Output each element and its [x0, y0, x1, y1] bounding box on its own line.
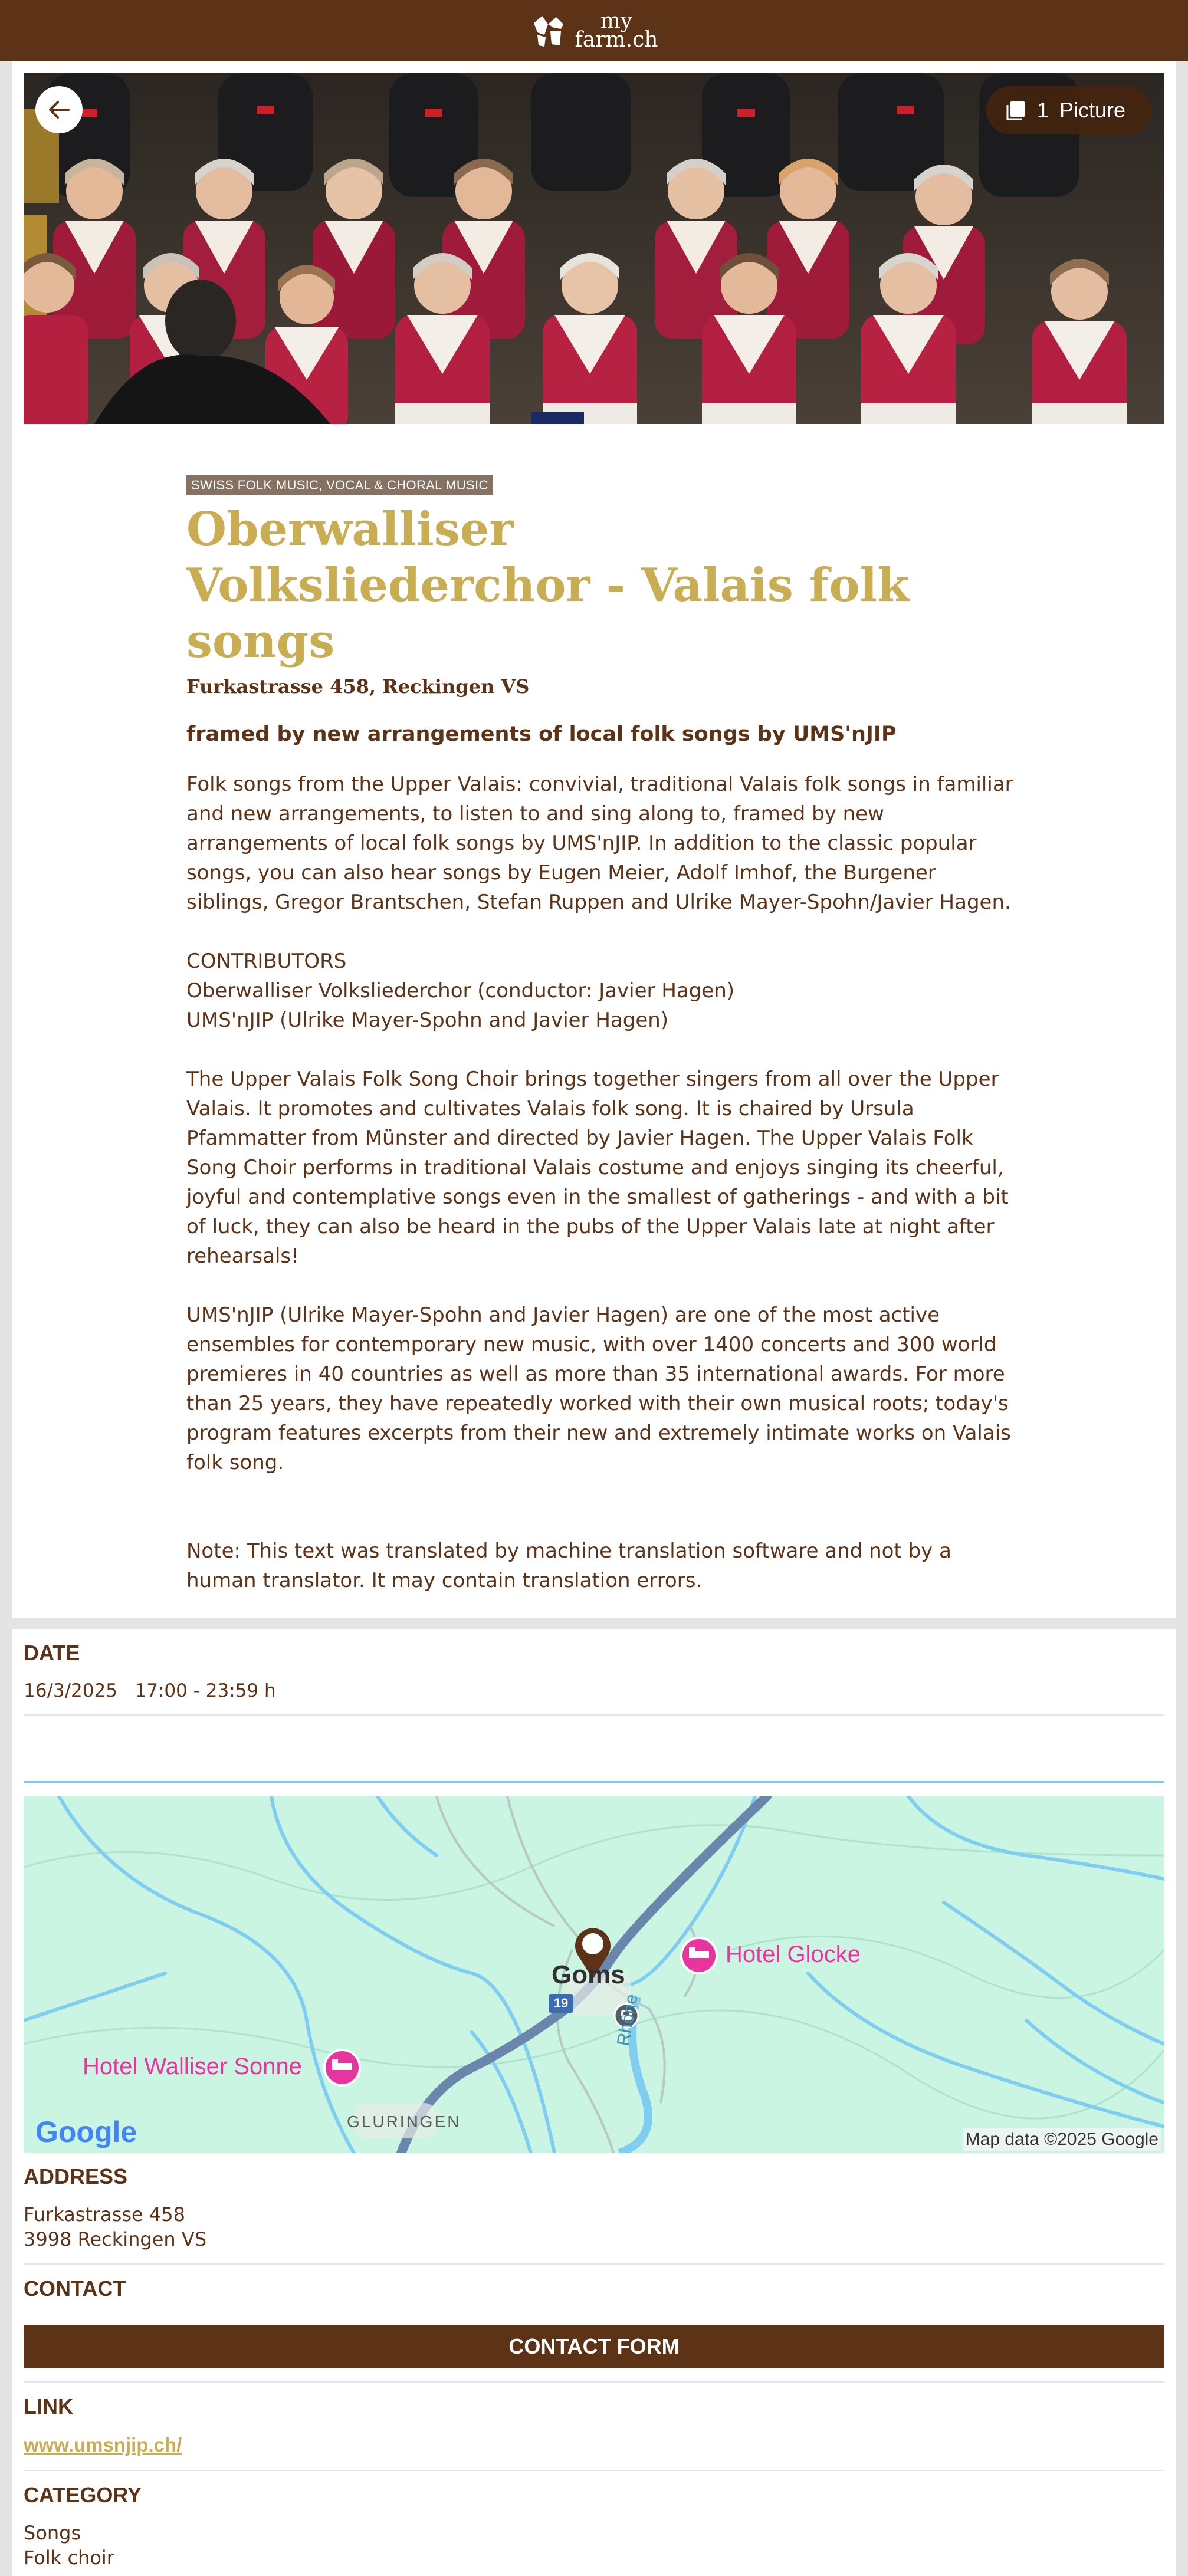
translation-note: Note: This text was translated by machine translation software and not by a human translator. It may contain translation errors.	[186, 1539, 951, 1592]
arrow-left-icon	[45, 96, 73, 124]
site-logo[interactable]	[530, 11, 658, 50]
map-hotel-walliser-sonne[interactable]: Hotel Walliser Sonne	[83, 2053, 303, 2079]
logo-text-line1: my	[600, 9, 633, 33]
address-label: ADDRESS	[24, 2164, 128, 2189]
date-label: DATE	[24, 1641, 80, 1665]
map-place-goms: Goms	[552, 1960, 625, 1989]
description-paragraph-1: Folk songs from the Upper Valais: convivial, traditional Valais folk songs in familiar and new arrangements, to listen to and sing along to, framed by new arrangements of local folk songs by UMS'nJIP. In addition to the classic popular songs, you can also hear songs by Eugen Meier, Adolf Imhof, the Burgener siblings, Gregor Brantschen, Stefan Ruppen and Ulrike Mayer-Spohn/Javier Hagen.	[186, 773, 1013, 914]
map-top-rule	[24, 1781, 1164, 1783]
details-panel	[12, 1629, 1176, 2576]
category-item: Folk choir	[24, 2547, 114, 2569]
event-title: Oberwalliser Volksliederchor - Valais folk songs	[186, 502, 910, 668]
google-logo-text: Google	[35, 2115, 137, 2148]
description-contributors: CONTRIBUTORS Oberwalliser Volksliederchor (conductor: Javier Hagen) UMS'nJIP (Ulrike Mayer-Spohn and Javier Hagen)	[186, 949, 735, 1032]
divider	[24, 2381, 1164, 2383]
picture-gallery-button[interactable]	[986, 86, 1151, 134]
myfarm-logo-icon	[530, 11, 569, 50]
gallery-icon	[1006, 100, 1026, 120]
event-date: 16/3/2025	[24, 1680, 117, 1701]
event-time: 17:00 - 23:59 h	[134, 1680, 276, 1701]
address-street: Furkastrasse 458	[24, 2203, 185, 2226]
contact-label: CONTACT	[24, 2276, 126, 2301]
road-number: 19	[553, 1996, 569, 2010]
location-map[interactable]	[24, 1796, 1164, 2153]
picture-label: Picture	[1059, 98, 1125, 122]
map-attribution: Map data ©2025 Google	[963, 2128, 1161, 2151]
map-village-gluringen: GLURINGEN	[347, 2112, 461, 2131]
event-description	[186, 770, 1024, 1595]
divider	[24, 2263, 1164, 2265]
top-bar	[0, 0, 1188, 61]
hotel-icon	[324, 2050, 360, 2085]
event-panel	[12, 61, 1176, 1618]
hotel-icon	[681, 1938, 717, 1973]
contact-form-button[interactable]: CONTACT FORM	[24, 2325, 1164, 2368]
event-article	[186, 475, 1024, 1625]
divider	[24, 2470, 1164, 2471]
category-tag[interactable]: SWISS FOLK MUSIC, VOCAL & CHORAL MUSIC	[186, 475, 493, 495]
website-link[interactable]: www.umsnjip.ch/	[24, 2434, 182, 2456]
link-label: LINK	[24, 2394, 73, 2419]
address-city: 3998 Reckingen VS	[24, 2228, 207, 2250]
map-hotel-glocke[interactable]: Hotel Glocke	[726, 1941, 861, 1967]
description-paragraph-3: The Upper Valais Folk Song Choir brings together singers from all over the Upper Valais. It promotes and cultivates Valais folk song. It is chaired by Ursula Pfammatter from Münster and directed by Javier Hagen. The Upper Valais Folk Song Choir performs in traditional Valais costume and enjoys singing its cheerful, joyful and contemplative songs even in the smallest of gatherings - and with a bit of luck, they can also be heard in the pubs of the Upper Valais late at night after rehearsals!	[186, 1067, 1009, 1268]
event-lead: framed by new arrangements of local folk songs by UMS'nJIP	[186, 722, 897, 746]
logo-text	[575, 9, 658, 52]
hero-image[interactable]	[24, 73, 1164, 424]
map-river-rhone: Rhône	[613, 1992, 642, 2048]
category-label: CATEGORY	[24, 2483, 142, 2507]
picture-count: 1	[1036, 98, 1049, 122]
category-item: Songs	[24, 2522, 81, 2544]
description-paragraph-4: UMS'nJIP (Ulrike Mayer-Spohn and Javier Hagen) are one of the most active ensembles for contemporary new music, with over 1400 concerts and 300 world premieres in 40 countries as well as more than 35 international awards. For more than 25 years, they have repeatedly worked with their own musical roots; today's program features excerpts from their new and extremely intimate works on Valais folk song.	[186, 1303, 1011, 1474]
divider	[24, 1714, 1164, 1716]
date-value	[24, 1678, 276, 1703]
logo-text-line2: farm.ch	[575, 28, 658, 52]
back-button[interactable]	[35, 86, 83, 133]
google-logo	[35, 2115, 137, 2149]
event-address: Furkastrasse 458, Reckingen VS	[186, 675, 530, 698]
